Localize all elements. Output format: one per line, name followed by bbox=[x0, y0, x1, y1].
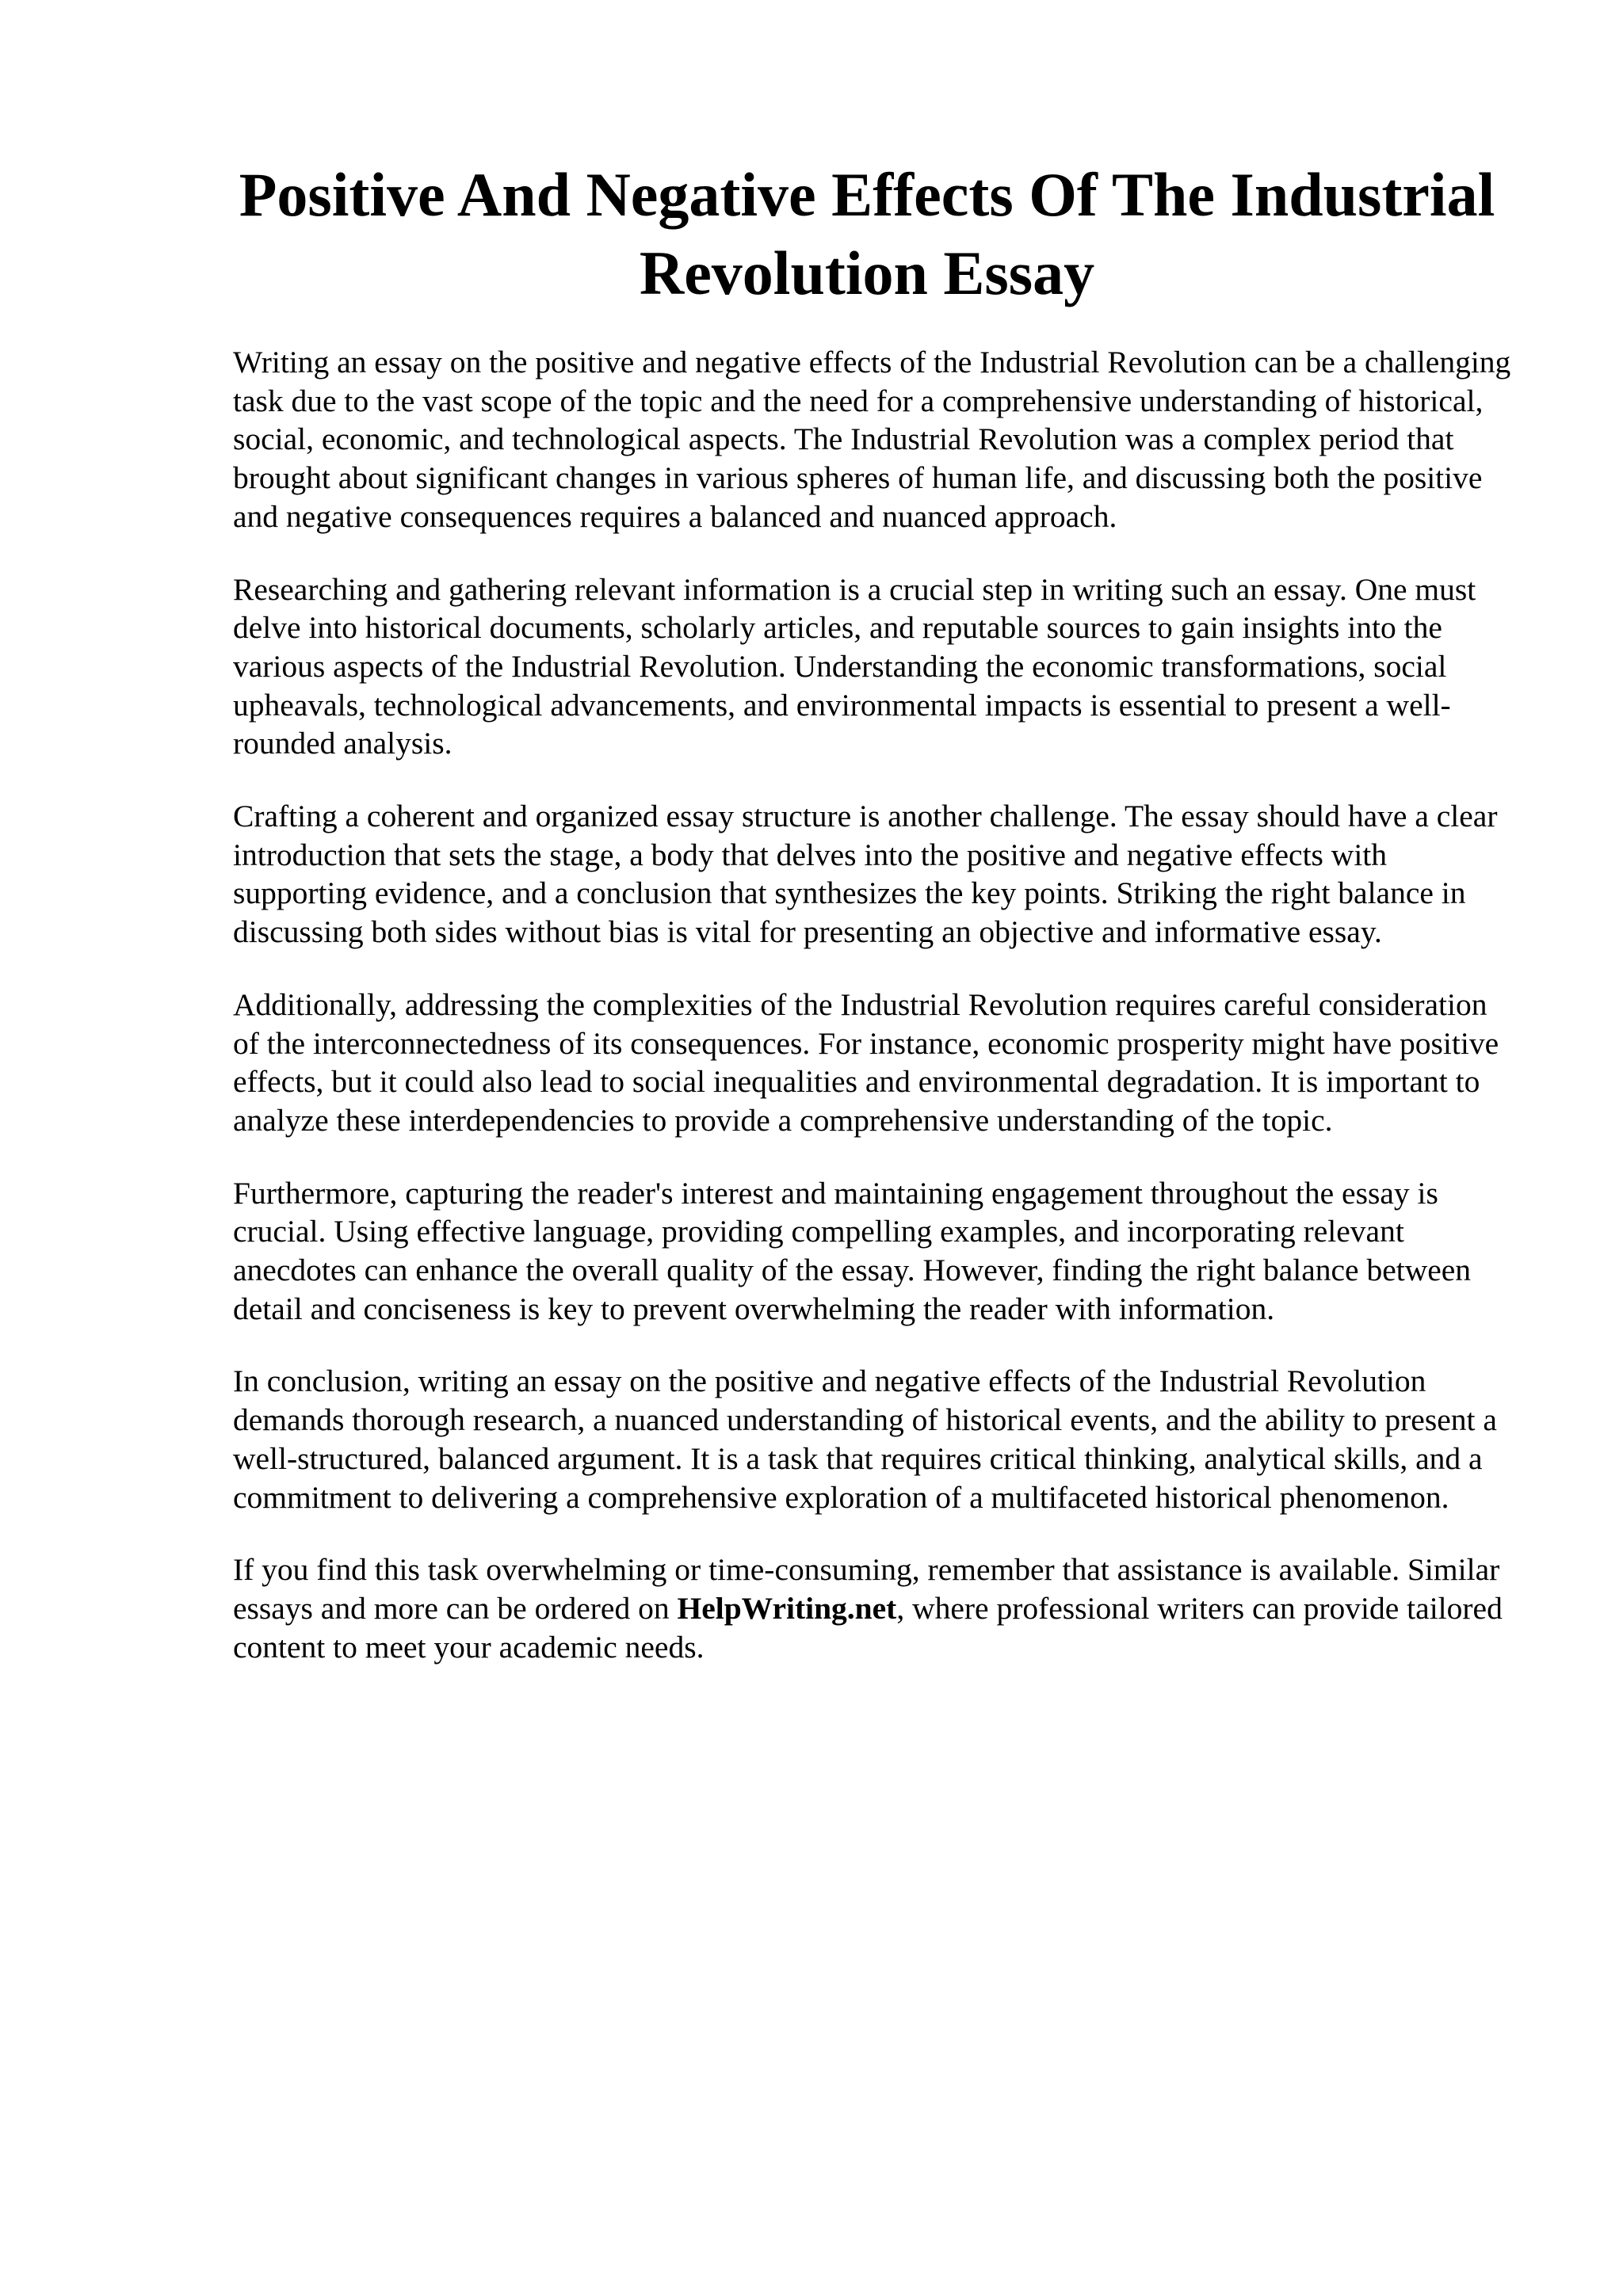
helpwriting-link[interactable]: HelpWriting.net bbox=[677, 1590, 897, 1626]
page-title: Positive And Negative Effects Of The Industrial Revolution Essay bbox=[239, 160, 1495, 307]
closing-text-before-link: If you find this task overwhelming or time-consuming, remember that assistance is available. Similar essays and more can be ordered on bbox=[233, 1552, 1500, 1626]
paragraph-4: Additionally, addressing the complexities of the Industrial Revolution requires careful consideration of the interconnectedness of its consequences. For instance, economic prosperity might have positive effects, but it could also lead to social inequalities and environmental degradation. It is important to analyze these interdependencies to provide a comprehensive understanding of the topic. bbox=[233, 986, 1499, 1138]
paragraph-1: Writing an essay on the positive and negative effects of the Industrial Revolution can be a challenging task due to the vast scope of the topic and the need for a comprehensive understanding of historical, social, economic, and technological aspects. The Industrial Revolution was a complex period that brought about significant changes in various spheres of human life, and discussing both the positive and negative consequences requires a balanced and nuanced approach. bbox=[233, 345, 1511, 534]
paragraph-2: Researching and gathering relevant information is a crucial step in writing such an essay. One must delve into historical documents, scholarly articles, and reputable sources to gain insights into the various aspects of the Industrial Revolution. Understanding the economic transformations, social upheavals, technological advancements, and environmental impacts is essential to present a well-rounded analysis. bbox=[233, 571, 1476, 761]
closing-paragraph bbox=[233, 1550, 1517, 1666]
essay-body bbox=[233, 343, 1517, 1700]
paragraph-6: In conclusion, writing an essay on the positive and negative effects of the Industrial Revolution demands thorough research, a nuanced understanding of historical events, and the ability to present a well-structured, balanced argument. It is a task that requires critical thinking, analytical skills, and a commitment to delivering a comprehensive exploration of a multifaceted historical phenomenon. bbox=[233, 1363, 1497, 1515]
paragraph-3: Crafting a coherent and organized essay structure is another challenge. The essay should have a clear introduction that sets the stage, a body that delves into the positive and negative effects with supporting evidence, and a conclusion that synthesizes the key points. Striking the right balance in discussing both sides without bias is vital for presenting an objective and informative essay. bbox=[233, 799, 1498, 950]
closing-text-after-link: , where professional writers can provide tailored content to meet your academic needs. bbox=[233, 1590, 1503, 1665]
paragraph-5: Furthermore, capturing the reader's interest and maintaining engagement throughout the essay is crucial. Using effective language, providing compelling examples, and incorporating relevant anecdotes can enhance the overall quality of the essay. However, finding the right balance between detail and conciseness is key to prevent overwhelming the reader with information. bbox=[233, 1175, 1472, 1326]
